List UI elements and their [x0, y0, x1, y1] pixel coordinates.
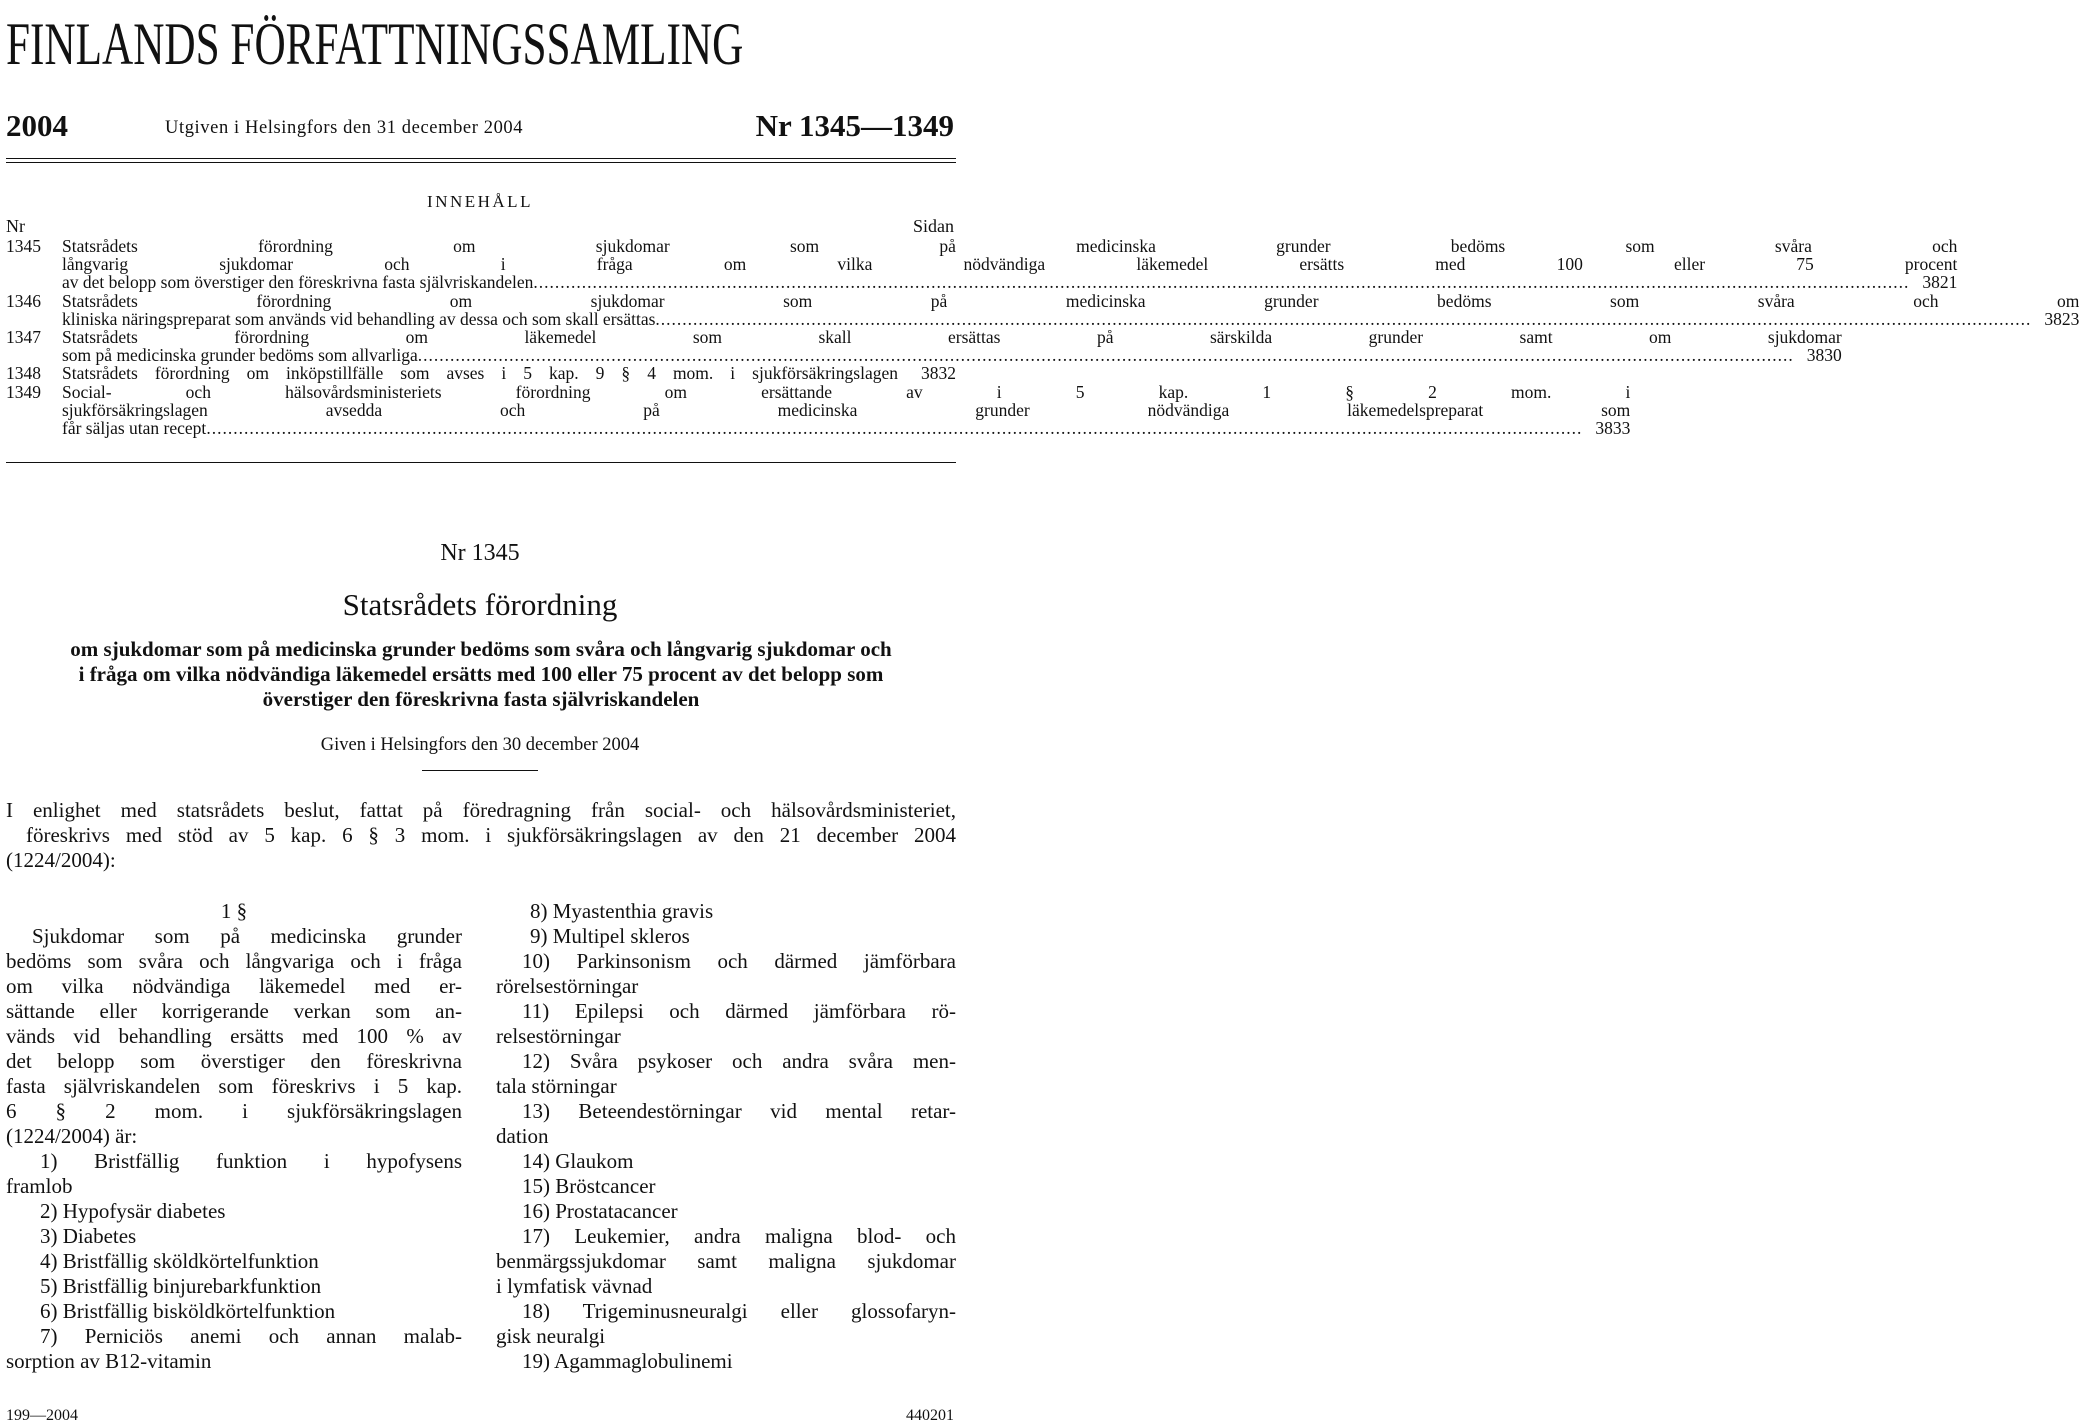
toc-entry-page: 3830	[1806, 345, 1842, 366]
list-item: 7) Perniciös anemi och annan malab-	[40, 1324, 462, 1348]
toc-entry[interactable]	[6, 236, 1958, 293]
toc-entry-text: som på medicinska grunder bedöms som allvarliga	[62, 345, 418, 366]
list-item-continuation: framlob	[6, 1174, 73, 1198]
subtitle-line: om sjukdomar som på medicinska grunder bedöms som svåra och långvarig sjukdomar och	[70, 637, 892, 661]
preamble-line: I enlighet med statsrådets beslut, fattat på föredragning från social- och hälsovårdsministeriet,	[6, 798, 956, 822]
list-item: 8) Myastenthia gravis	[530, 899, 714, 923]
toc-entry[interactable]	[6, 290, 2079, 329]
section-text-line: Sjukdomar som på medicinska grunder	[32, 924, 462, 948]
list-item: 16) Prostatacancer	[522, 1199, 678, 1223]
given-date: Given i Helsingfors den 30 december 2004	[320, 735, 640, 755]
toc-entry[interactable]	[6, 327, 1842, 366]
list-item: 11) Epilepsi och därmed jämförbara rö-	[522, 999, 956, 1023]
section-text-line: det belopp som överstiger den föreskrivna	[6, 1049, 462, 1073]
toc-entry-text: får säljas utan recept	[62, 418, 207, 439]
footer-code: 440201	[906, 1407, 954, 1424]
toc-bottom-rule	[6, 462, 956, 463]
section-text-line: sättande eller korrigerande verkan som an-	[6, 999, 462, 1023]
section-text-line: vänds vid behandling ersätts med 100 % av	[6, 1024, 462, 1048]
toc-entry-number: 1345	[6, 236, 41, 256]
toc-entry-page: 3832	[921, 363, 956, 384]
toc-entry-text: sjukförsäkringslagen avsedda och på medicinska grunder nödvändiga läkemedelspreparat som	[62, 399, 1631, 420]
table-of-contents	[6, 236, 2079, 439]
toc-entry-page: 3823	[2044, 308, 2079, 329]
list-item-continuation: benmärgssjukdomar samt maligna sjukdomar	[496, 1249, 956, 1273]
list-item: 10) Parkinsonism och därmed jämförbara	[522, 949, 956, 973]
header-rule-top	[6, 158, 956, 159]
toc-leader-dots	[655, 310, 2031, 328]
masthead-title: FINLANDS FÖRFATTNINGSSAMLING	[6, 11, 744, 77]
list-item: 19) Agammaglobulinemi	[522, 1349, 733, 1373]
list-item: 9) Multipel skleros	[530, 924, 690, 948]
preamble	[6, 798, 956, 873]
list-item: 6) Bristfällig bisköldkörtelfunktion	[40, 1299, 336, 1323]
section-text-line: om vilka nödvändiga läkemedel med er-	[6, 974, 462, 998]
document-subtitle	[6, 637, 956, 712]
list-item: 3) Diabetes	[40, 1224, 137, 1248]
toc-entry-text: av det belopp som överstiger den föreskrivna fasta självriskandelen	[62, 272, 534, 293]
toc-entry-number: 1346	[6, 290, 41, 311]
list-item: 12) Svåra psykoser och andra svåra men-	[522, 1049, 956, 1073]
toc-page-label: Sidan	[912, 216, 954, 236]
footer-issue-number: 199—2004	[6, 1407, 78, 1424]
toc-entry-text: Statsrådets förordning om sjukdomar som på medicinska grunder bedöms som svåra och	[62, 236, 1958, 256]
toc-entry-text: Social- och hälsovårdsministeriets förordning om ersättande av i 5 kap. 1 § 2 mom. i	[62, 381, 1631, 402]
toc-entry-text: Statsrådets förordning om läkemedel som skall ersättas på särskilda grunder samt om sjukdomar	[62, 327, 1842, 348]
toc-entry[interactable]	[6, 364, 956, 382]
preamble-line: föreskrivs med stöd av 5 kap. 6 § 3 mom. i sjukförsäkringslagen av den 21 december 2004	[26, 823, 956, 847]
toc-nr-label: Nr	[6, 216, 25, 236]
list-item-continuation: i lymfatisk vävnad	[496, 1274, 653, 1298]
list-item: 5) Bristfällig binjurebarkfunktion	[40, 1274, 322, 1298]
toc-entry-text: kliniska näringspreparat som används vid behandling av dessa och som skall ersättas	[62, 308, 656, 329]
header-year: 2004	[6, 108, 68, 143]
document-title: Statsrådets förordning	[342, 587, 618, 622]
toc-entry-text: Statsrådets förordning om inköpstillfälle som avses i 5 kap. 9 § 4 mom. i sjukförsäkringslagen	[62, 363, 898, 384]
toc-leader-dots	[533, 273, 1909, 291]
toc-entry-number: 1348	[6, 363, 41, 384]
header-numbers: Nr 1345—1349	[755, 108, 954, 143]
toc-entry-text: långvarig sjukdomar och i fråga om vilka nödvändiga läkemedel ersätts med 100 eller 75 procent	[62, 254, 1958, 275]
section-text-line: bedöms som svåra och långvariga och i fråga	[6, 949, 462, 973]
toc-entry-number: 1347	[6, 327, 41, 348]
list-item: 17) Leukemier, andra maligna blod- och	[522, 1224, 956, 1248]
subtitle-line: i fråga om vilka nödvändiga läkemedel ersätts med 100 eller 75 procent av det belopp som	[78, 662, 884, 686]
list-item-continuation: dation	[496, 1124, 549, 1148]
list-item-continuation: rörelsestörningar	[496, 974, 639, 998]
toc-leader-dots	[418, 346, 1794, 364]
list-item-continuation: gisk neuralgi	[496, 1324, 606, 1348]
list-item-continuation: tala störningar	[496, 1074, 617, 1098]
section-text-line: (1224/2004) är:	[6, 1124, 138, 1148]
toc-entry[interactable]	[6, 381, 1631, 439]
list-item: 13) Beteendestörningar vid mental retar-	[522, 1099, 956, 1123]
section-text-line: fasta självriskandelen som föreskrivs i 5 kap.	[6, 1074, 462, 1098]
list-item-continuation: relsestörningar	[496, 1024, 621, 1048]
list-item: 2) Hypofysär diabetes	[40, 1199, 226, 1223]
list-item: 18) Trigeminusneuralgi eller glossofaryn-	[522, 1299, 956, 1323]
separator-rule	[422, 770, 538, 771]
list-item-continuation: sorption av B12-vitamin	[6, 1349, 212, 1373]
right-column	[496, 899, 956, 1374]
list-item: 15) Bröstcancer	[522, 1174, 656, 1198]
header-published: Utgiven i Helsingfors den 31 december 2004	[165, 118, 524, 138]
list-item: 1) Bristfällig funktion i hypofysens	[40, 1149, 462, 1173]
list-item: 4) Bristfällig sköldkörtelfunktion	[40, 1249, 319, 1273]
toc-entry-page: 3821	[1922, 272, 1958, 293]
document-number: Nr 1345	[440, 540, 520, 566]
subtitle-line: överstiger den föreskrivna fasta självriskandelen	[262, 687, 700, 711]
header-rule-bottom	[6, 162, 956, 163]
toc-title: INNEHÅLL	[427, 192, 533, 211]
left-column	[6, 899, 462, 1374]
toc-entry-number: 1349	[6, 381, 41, 402]
section-text-line: 6 § 2 mom. i sjukförsäkringslagen	[6, 1099, 462, 1123]
toc-entry-page: 3833	[1595, 418, 1631, 439]
toc-leader-dots	[206, 419, 1582, 437]
section-heading: 1 §	[220, 899, 248, 923]
preamble-line: (1224/2004):	[6, 848, 116, 872]
toc-entry-text: Statsrådets förordning om sjukdomar som på medicinska grunder bedöms som svåra och om	[62, 290, 2079, 311]
list-item: 14) Glaukom	[522, 1149, 634, 1173]
